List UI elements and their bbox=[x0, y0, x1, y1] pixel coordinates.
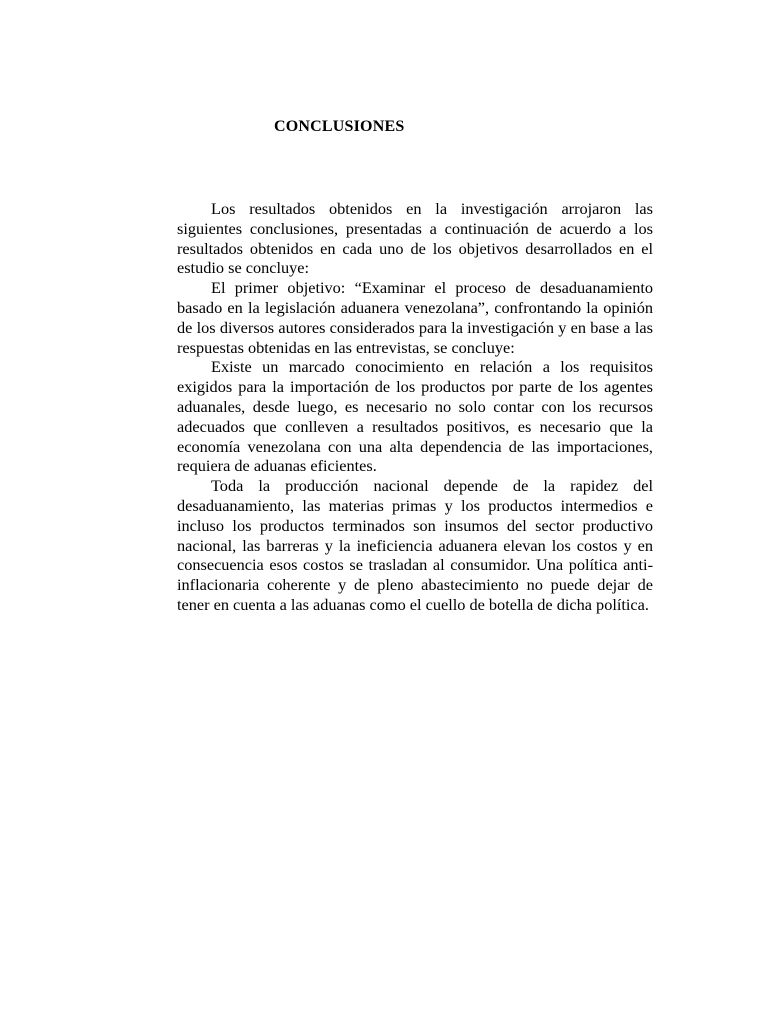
document-body bbox=[177, 199, 653, 615]
paragraph-4: Toda la producción nacional depende de la rapidez del desaduanamiento, las materias primas y los productos intermedios e incluso los productos terminados son insumos del sector productivo nacional, las barreras y la ineficiencia aduanera elevan los costos y en consecuencia esos costos se trasladan al consumidor. Una política anti-inflacionaria coherente y de pleno abastecimiento no puede dejar de tener en cuenta a las aduanas como el cuello de botella de dicha política. bbox=[177, 476, 653, 614]
page-title: CONCLUSIONES bbox=[274, 118, 405, 135]
paragraph-1: Los resultados obtenidos en la investigación arrojaron las siguientes conclusiones, presentadas a continuación de acuerdo a los resultados obtenidos en cada uno de los objetivos desarrollados en el estudio se concluye: bbox=[177, 199, 653, 278]
paragraph-2: El primer objetivo: “Examinar el proceso de desaduanamiento basado en la legislación aduanera venezolana”, confrontando la opinión de los diversos autores considerados para la investigación y en base a las respuestas obtenidas en las entrevistas, se concluye: bbox=[177, 278, 653, 357]
paragraph-3: Existe un marcado conocimiento en relación a los requisitos exigidos para la importación de los productos por parte de los agentes aduanales, desde luego, es necesario no solo contar con los recursos adecuados que conlleven a resultados positivos, es necesario que la economía venezolana con una alta dependencia de las importaciones, requiera de aduanas eficientes. bbox=[177, 357, 653, 476]
